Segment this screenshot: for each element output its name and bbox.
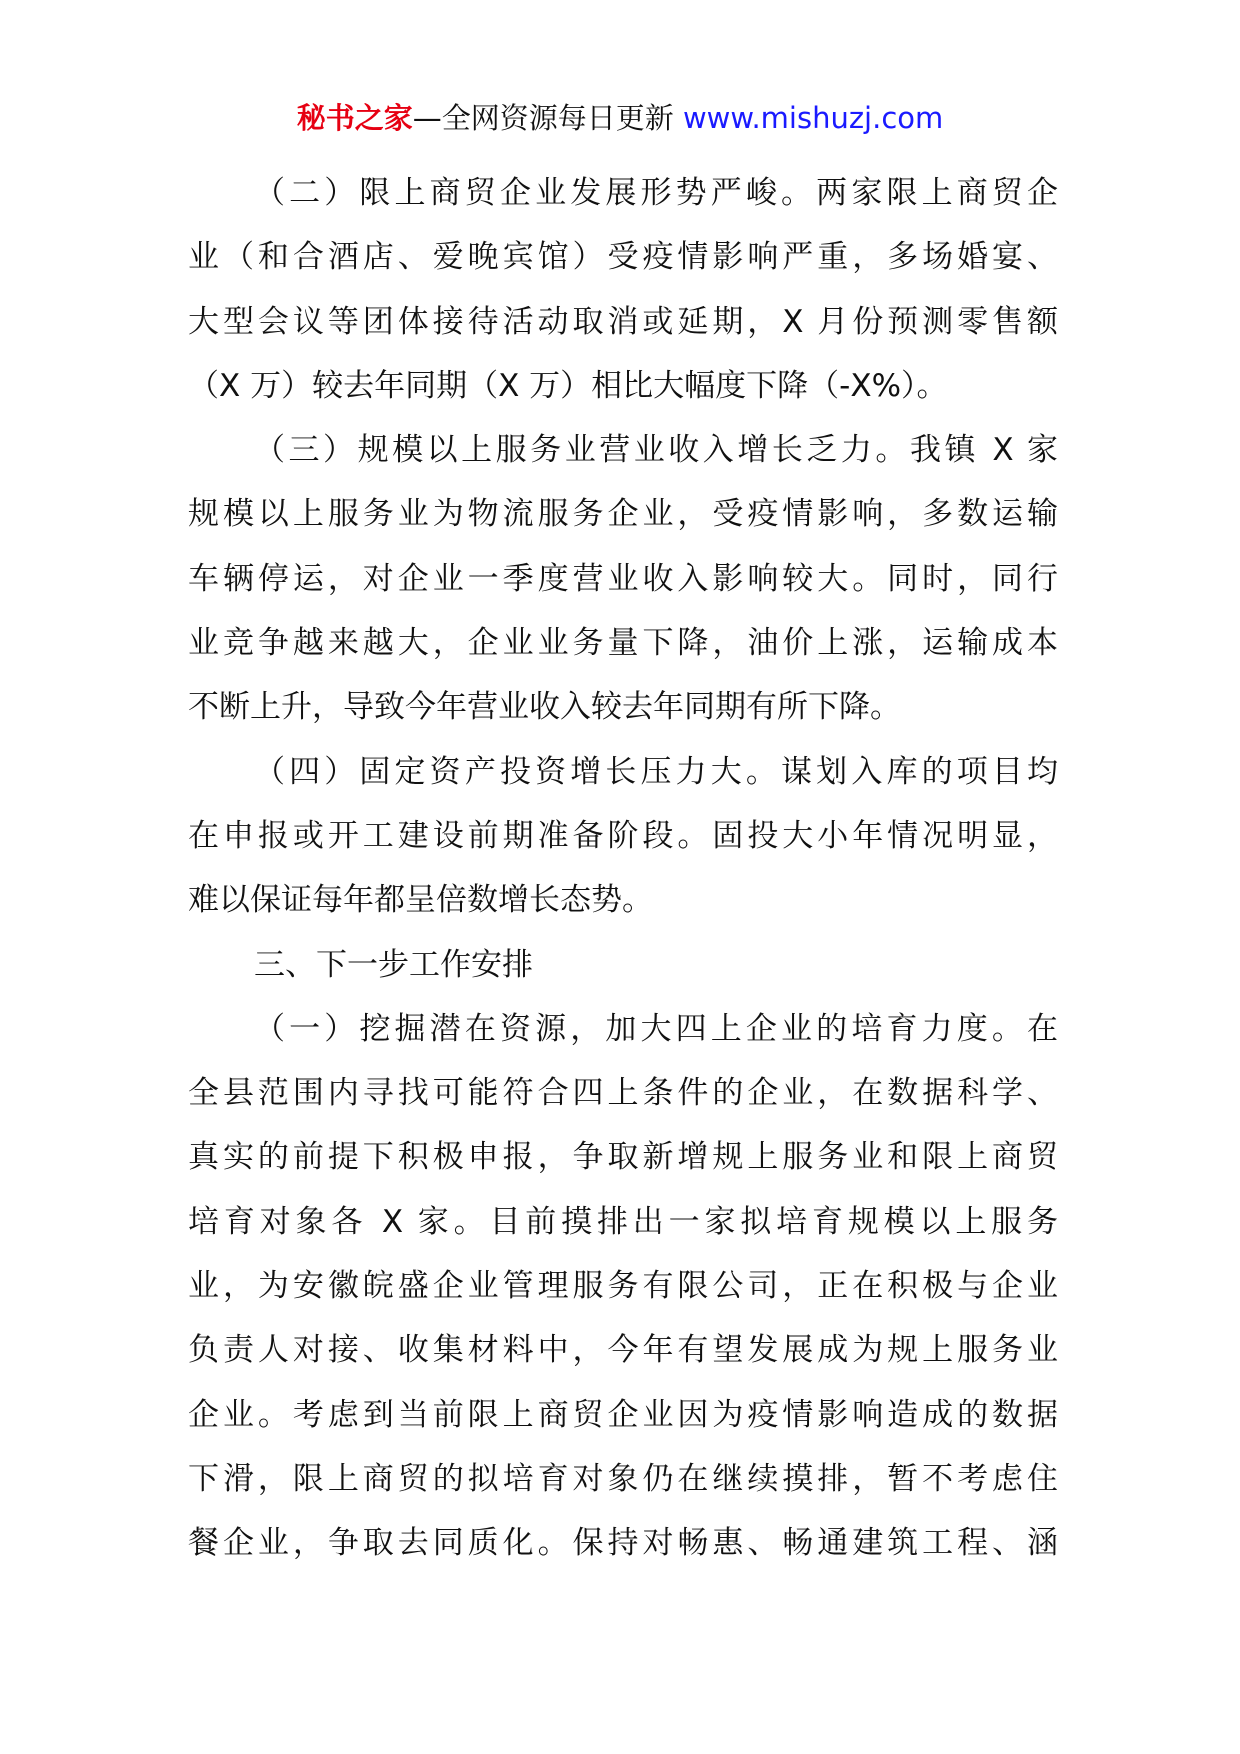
text-line: （一）挖掘潜在资源，加大四上企业的培育力度。在 bbox=[254, 1010, 1058, 1047]
text-line: 在申报或开工建设前期准备阶段。固投大小年情况明显， bbox=[188, 817, 1058, 854]
text-line: 车辆停运，对企业一季度营业收入影响较大。同时，同行 bbox=[188, 560, 1058, 597]
site-tagline: —全网资源每日更新 bbox=[412, 101, 683, 135]
site-brand: 秘书之家 bbox=[296, 101, 413, 135]
text-line: （三）规模以上服务业营业收入增长乏力。我镇 X 家 bbox=[254, 432, 1058, 469]
text-line: 业竞争越来越大，企业业务量下降，油价上涨，运输成本 bbox=[188, 625, 1058, 662]
text-line: 企业。考虑到当前限上商贸企业因为疫情影响造成的数据 bbox=[188, 1396, 1058, 1433]
text-line: 餐企业，争取去同质化。保持对畅惠、畅通建筑工程、涵 bbox=[188, 1525, 1058, 1562]
text-line: 大型会议等团体接待活动取消或延期，X 月份预测零售额 bbox=[188, 303, 1058, 340]
site-url[interactable]: www.mishuzj.com bbox=[682, 101, 944, 135]
text-line: 难以保证每年都呈倍数增长态势。 bbox=[188, 882, 653, 919]
text-line: （四）固定资产投资增长压力大。谋划入库的项目均 bbox=[254, 753, 1058, 790]
text-line: 培育对象各 X 家。目前摸排出一家拟培育规模以上服务 bbox=[188, 1203, 1058, 1240]
text-line: 真实的前提下积极申报，争取新增规上服务业和限上商贸 bbox=[188, 1139, 1058, 1176]
text-line: （X 万）较去年同期（X 万）相比大幅度下降（-X%）。 bbox=[188, 367, 948, 404]
text-line: 业，为安徽皖盛企业管理服务有限公司，正在积极与企业 bbox=[188, 1268, 1058, 1305]
section-heading: 三、下一步工作安排 bbox=[254, 946, 533, 983]
text-line: 全县范围内寻找可能符合四上条件的企业，在数据科学、 bbox=[188, 1075, 1058, 1112]
text-line: 规模以上服务业为物流服务企业，受疫情影响，多数运输 bbox=[188, 496, 1058, 533]
text-line: 负责人对接、收集材料中，今年有望发展成为规上服务业 bbox=[188, 1332, 1058, 1369]
text-line: （二）限上商贸企业发展形势严峻。两家限上商贸企 bbox=[254, 175, 1058, 211]
text-line: 不断上升，导致今年营业收入较去年同期有所下降。 bbox=[188, 689, 901, 726]
document-body bbox=[188, 161, 1058, 1576]
text-line: 业（和合酒店、爱晚宾馆）受疫情影响严重，多场婚宴、 bbox=[188, 239, 1058, 276]
text-line: 下滑，限上商贸的拟培育对象仍在继续摸排，暂不考虑住 bbox=[188, 1460, 1058, 1497]
site-header bbox=[0, 98, 1240, 138]
